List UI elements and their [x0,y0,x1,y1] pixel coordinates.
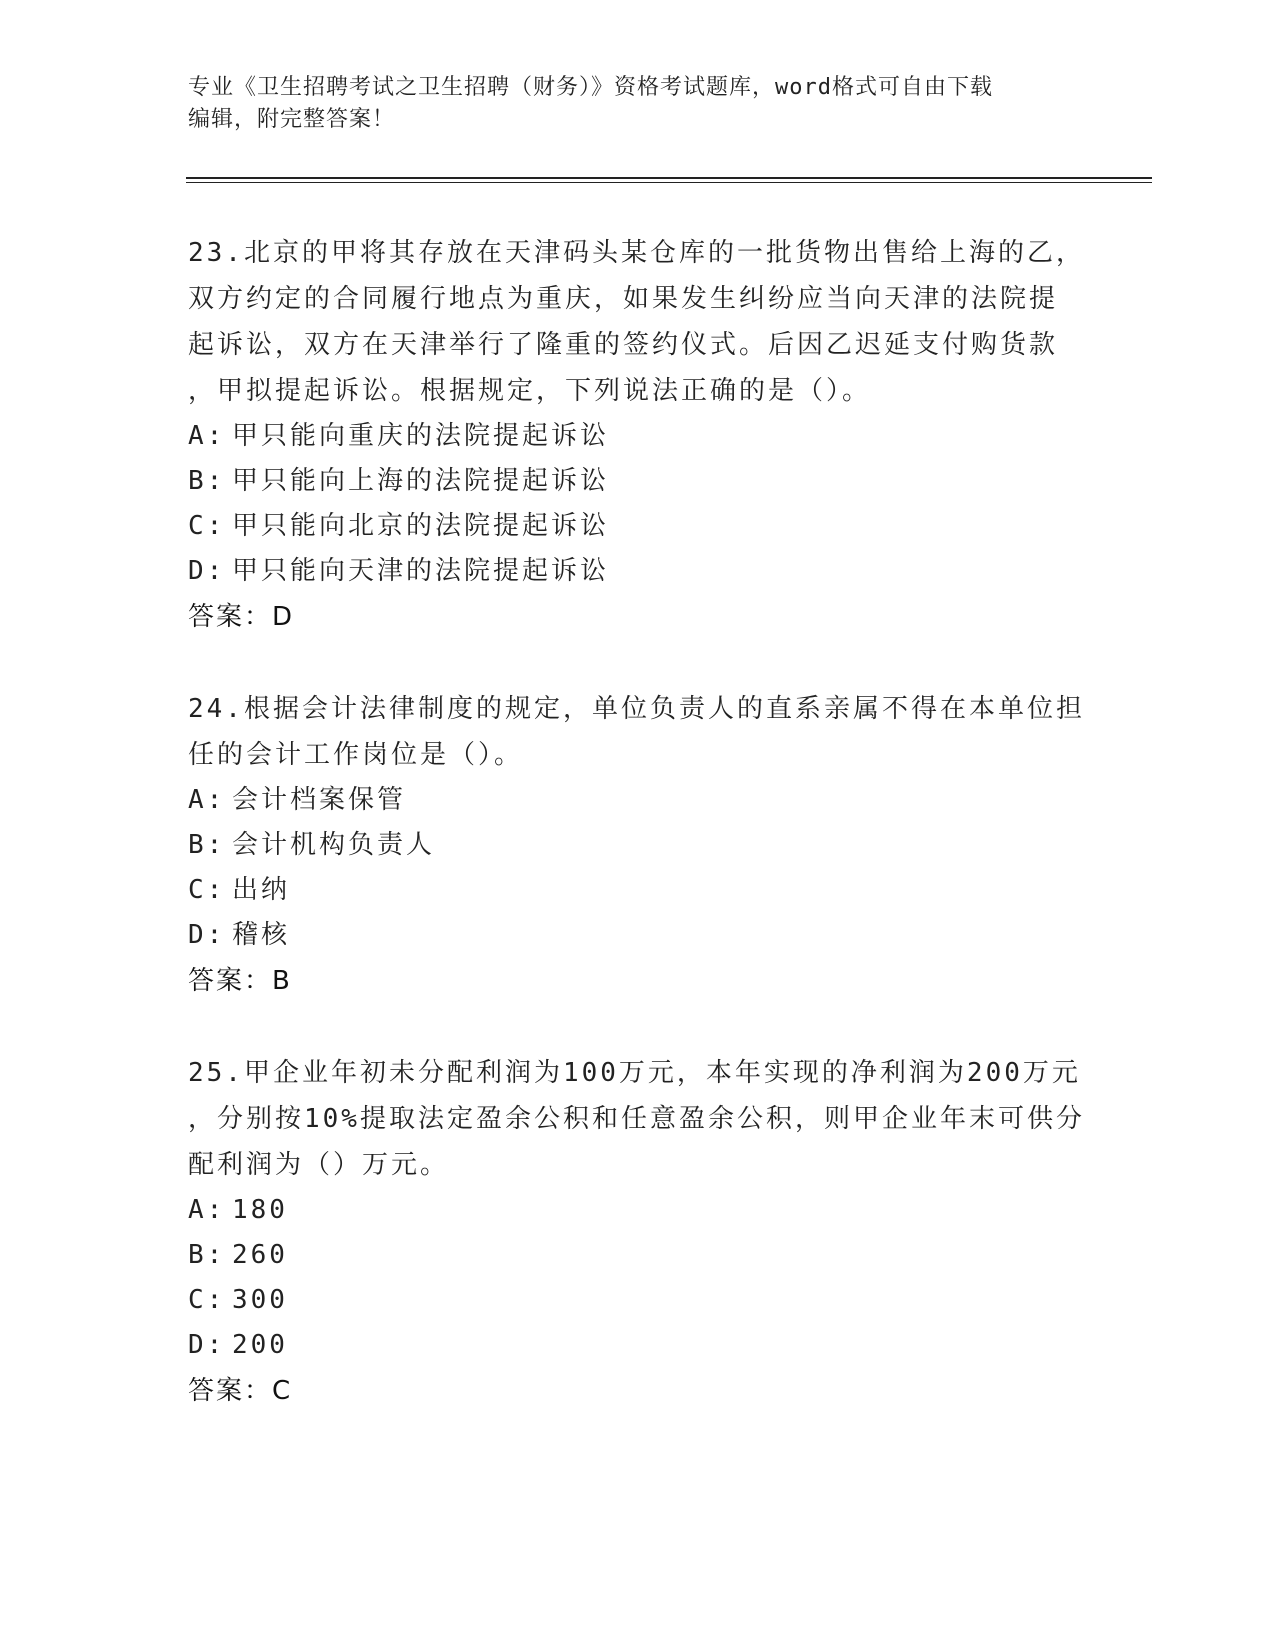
question-stem [188,230,1088,414]
option-a: A: 会计档案保管 [188,785,407,815]
question-25 [188,1050,1088,1414]
header-line-2: 编辑，附完整答案！ [188,107,396,132]
question-list [188,230,1088,1460]
stem-line: 23.北京的甲将其存放在天津码头某仓库的一批货物出售给上海的乙， [188,238,1085,268]
stem-line: 起诉讼，双方在天津举行了隆重的签约仪式。后因乙迟延支付购货款 [188,330,1059,360]
question-23 [188,230,1088,640]
option-list [188,414,1088,594]
answer-line: 答案：D [188,602,295,632]
header-divider-thin [186,182,1152,183]
option-c: C: 甲只能向北京的法院提起诉讼 [188,511,610,541]
header-divider-thick [186,177,1152,179]
option-d: D: 200 [188,1330,288,1360]
question-stem [188,686,1088,778]
stem-line: 任的会计工作岗位是（）。 [188,740,524,770]
question-24 [188,686,1088,1004]
document-header [188,72,1088,136]
option-list [188,1188,1088,1368]
answer-line: 答案：C [188,1376,293,1406]
question-stem [188,1050,1088,1188]
stem-line: ，甲拟提起诉讼。根据规定，下列说法正确的是（）。 [188,376,872,406]
stem-line: 配利润为（）万元。 [188,1150,450,1180]
option-b: B: 甲只能向上海的法院提起诉讼 [188,466,610,496]
stem-line: 24.根据会计法律制度的规定，单位负责人的直系亲属不得在本单位担 [188,694,1085,724]
stem-line: 双方约定的合同履行地点为重庆，如果发生纠纷应当向天津的法院提 [188,284,1059,314]
answer-line: 答案：B [188,966,292,996]
option-c: C: 300 [188,1285,288,1315]
option-d: D: 甲只能向天津的法院提起诉讼 [188,556,610,586]
option-b: B: 260 [188,1240,288,1270]
option-list [188,778,1088,958]
header-line-1: 专业《卫生招聘考试之卫生招聘（财务）》资格考试题库，word格式可自由下载 [188,75,993,100]
option-b: B: 会计机构负责人 [188,830,436,860]
stem-line: ，分别按10%提取法定盈余公积和任意盈余公积，则甲企业年末可供分 [188,1104,1085,1134]
option-d: D: 稽核 [188,920,291,950]
option-a: A: 甲只能向重庆的法院提起诉讼 [188,421,610,451]
option-a: A: 180 [188,1195,288,1225]
stem-line: 25.甲企业年初未分配利润为100万元，本年实现的净利润为200万元 [188,1058,1081,1088]
option-c: C: 出纳 [188,875,291,905]
